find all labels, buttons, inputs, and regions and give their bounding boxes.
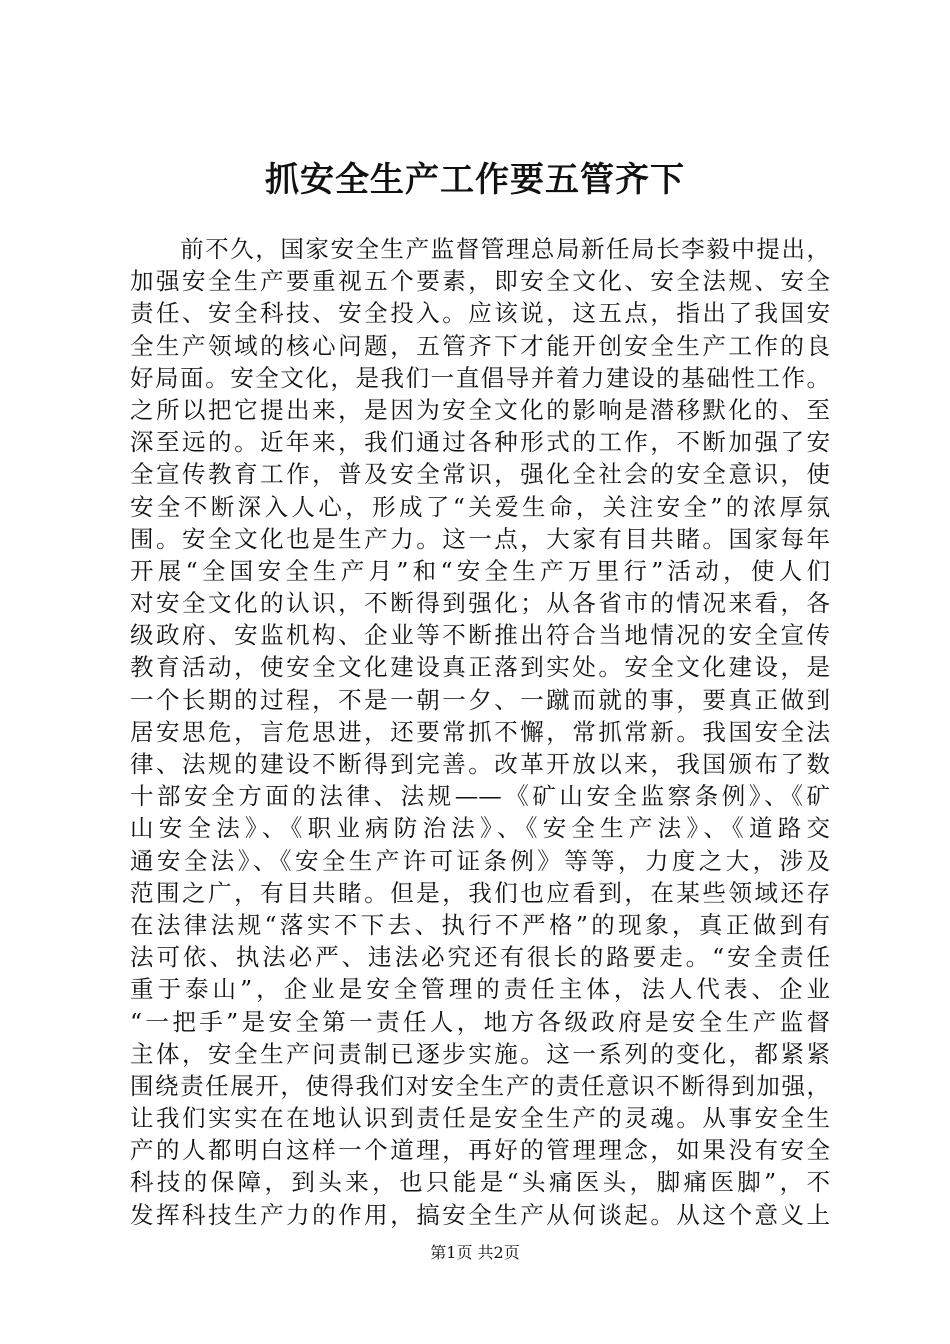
body-line: 围绕责任展开，使得我们对安全生产的责任意识不断得到加强， — [130, 1071, 830, 1100]
body-line: 在法律法规“落实不下去、执行不严格”的现象，真正做到有 — [130, 910, 830, 939]
body-line: 主体，安全生产问责制已逐步实施。这一系列的变化，都紧紧 — [130, 1039, 830, 1068]
body-line: 重于泰山”，企业是安全管理的责任主体，法人代表、企业 — [130, 975, 830, 1004]
body-line: 开展“全国安全生产月”和“安全生产万里行”活动，使人们 — [130, 556, 830, 585]
body-line: 让我们实实在在地认识到责任是安全生产的灵魂。从事安全生 — [130, 1104, 830, 1133]
body-line: 级政府、安监机构、企业等不断推出符合当地情况的安全宣传 — [130, 621, 830, 650]
body-line: 全宣传教育工作，普及安全常识，强化全社会的安全意识，使 — [130, 460, 830, 489]
body-line: 好局面。安全文化，是我们一直倡导并着力建设的基础性工作。 — [130, 363, 830, 392]
body-line: 通安全法》、《安全生产许可证条例》等等，力度之大，涉及 — [130, 846, 830, 875]
body-line: 发挥科技生产力的作用，搞安全生产从何谈起。从这个意义上 — [130, 1200, 830, 1229]
body-line: 全生产领域的核心问题，五管齐下才能开创安全生产工作的良 — [130, 331, 830, 360]
body-line: 一个长期的过程，不是一朝一夕、一蹴而就的事，要真正做到 — [130, 685, 830, 714]
body-line: 十部安全方面的法律、法规——《矿山安全监察条例》、《矿 — [130, 782, 830, 811]
body-line: 责任、安全科技、安全投入。应该说，这五点，指出了我国安 — [130, 299, 830, 328]
body-line: 前不久，国家安全生产监督管理总局新任局长李毅中提出， — [130, 235, 830, 263]
body-line: 加强安全生产要重视五个要素，即安全文化、安全法规、安全 — [130, 267, 830, 296]
body-line: 科技的保障，到头来，也只能是“头痛医头，脚痛医脚”，不 — [130, 1168, 830, 1197]
body-line: 法可依、执法必严、违法必究还有很长的路要走。“安全责任 — [130, 943, 830, 972]
body-line: 围。安全文化也是生产力。这一点，大家有目共睹。国家每年 — [130, 524, 830, 553]
body-line: 对安全文化的认识，不断得到强化；从各省市的情况来看，各 — [130, 589, 830, 618]
document-body — [130, 233, 830, 1231]
body-line: 之所以把它提出来，是因为安全文化的影响是潜移默化的、至 — [130, 395, 830, 424]
body-line: 范围之广，有目共睹。但是，我们也应看到，在某些领域还存 — [130, 878, 830, 907]
body-line: 教育活动，使安全文化建设真正落到实处。安全文化建设，是 — [130, 653, 830, 682]
body-line: 安全不断深入人心，形成了“关爱生命，关注安全”的浓厚氛 — [130, 492, 830, 521]
body-line: 深至远的。近年来，我们通过各种形式的工作，不断加强了安 — [130, 428, 830, 457]
body-line: 律、法规的建设不断得到完善。改革开放以来，我国颁布了数 — [130, 750, 830, 778]
body-line: “一把手”是安全第一责任人，地方各级政府是安全生产监督 — [130, 1007, 830, 1036]
body-line: 山安全法》、《职业病防治法》、《安全生产法》、《道路交 — [130, 814, 830, 843]
page-footer: 第1页 共2页 — [430, 1243, 520, 1262]
document-title: 抓安全生产工作要五管齐下 — [265, 160, 685, 200]
body-line: 产的人都明白这样一个道理，再好的管理理念，如果没有安全 — [130, 1136, 830, 1165]
body-line: 居安思危，言危思进，还要常抓不懈，常抓常新。我国安全法 — [130, 717, 830, 746]
